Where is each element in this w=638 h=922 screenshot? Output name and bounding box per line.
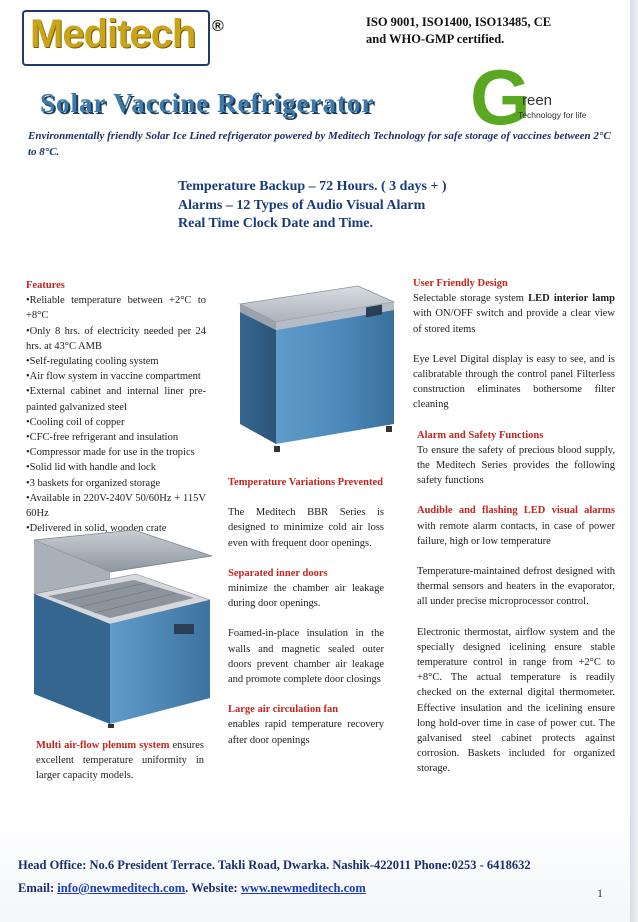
head-office-address: Head Office: No.6 President Terrace. Takli Road, Dwarka. Nashik-422011 Phone:0253 - 6418632 (18, 858, 531, 872)
foamed-insulation-text: Foamed-in-place insulation in the walls and magnetic sealed outer doors prevent chamber air leakage and promote complete door closings (228, 628, 384, 686)
freezer-open-image (24, 528, 214, 728)
email-label: Email: (18, 881, 58, 895)
feature-item: •Compressor made for use in the tropics (26, 447, 195, 459)
green-tagline: Technology for life (518, 110, 587, 120)
feature-item: •Available in 220V-240V 50/60Hz + 115V 60Hz (26, 492, 206, 520)
right-column (413, 276, 615, 777)
separated-doors-body: minimize the chamber air leakage during door openings. (228, 583, 384, 610)
intro-text: Environmentally friendly Solar Ice Lined refrigerator powered by Meditech Technology for safe storage of vaccines between 2°C to 8°C. (28, 130, 611, 158)
feature-item: •Self-regulating cooling system (26, 356, 159, 368)
separated-doors-heading: Separated inner doors (228, 567, 328, 579)
features-section (26, 278, 206, 536)
meditech-logo (22, 10, 224, 66)
registered-mark: ® (212, 18, 224, 35)
multi-airflow-text (36, 738, 204, 784)
feature-item: •Delivered in solid, wooden crate (26, 523, 167, 535)
led-lamp-text: LED interior lamp (528, 293, 615, 305)
green-g-letter: G (470, 53, 531, 141)
audible-alarms-heading: Audible and flashing LED visual alarms (417, 505, 615, 517)
highlight-backup: Temperature Backup – 72 Hours. ( 3 days + ) (178, 179, 447, 194)
user-friendly-text-post: with ON/OFF switch and provide a clear view of stored items (413, 308, 615, 335)
multi-airflow-body: ensures excellent temperature uniformity in larger capacity models. (36, 740, 204, 782)
cert-line-2: and WHO-GMP certified. (366, 32, 505, 46)
logo-text: Meditech (30, 12, 196, 56)
feature-item: •External cabinet and internal liner pre-painted galvanized steel (26, 386, 206, 413)
feature-item: •Air flow system in vaccine compartment (26, 371, 201, 383)
user-friendly-text-pre: Selectable storage system (413, 293, 529, 305)
website-label: . Website: (185, 881, 241, 895)
highlight-alarms: Alarms – 12 Types of Audio Visual Alarm (178, 197, 426, 213)
website-link[interactable]: www.newmeditech.com (240, 881, 366, 895)
eye-level-text: Eye Level Digital display is easy to see, and is calibratable through the control panel Filterless construction eliminates bothersome filter cleaning (413, 353, 615, 411)
feature-item: •Reliable temperature between +2°C to +8°C (26, 295, 206, 322)
highlight-clock: Real Time Clock Date and Time. (178, 216, 373, 231)
features-heading: Features (26, 280, 65, 291)
feature-item: •CFC-free refrigerant and insulation (26, 432, 179, 444)
audible-alarms-body: with remote alarm contacts, in case of power failure, high or low temperature (417, 520, 615, 547)
cert-line-1: ISO 9001, ISO1400, ISO13485, CE (366, 15, 552, 29)
freezer-closed-image (226, 274, 400, 454)
multi-airflow-heading: Multi air-flow plenum system (36, 740, 170, 751)
feature-item: •3 baskets for organized storage (26, 477, 161, 489)
thermostat-text: Electronic thermostat, airflow system and the specially designed icelining ensure stable temperature control in range from +2°C to +8°C. The actual temperature is readily checked on the external digital thermometer. Effective insulation and the icelining ensure long hold-over time in case of power cut. The galvanised steel cabinet protects against corrosion. Baskets included for organized storage. (417, 626, 615, 775)
user-friendly-heading: User Friendly Design (413, 278, 508, 289)
feature-item: •Cooling coil of copper (26, 416, 125, 428)
feature-item: •Only 8 hrs. of electricity needed per 24 hrs. at 43°C AMB (26, 325, 206, 352)
highlights (178, 178, 447, 234)
temperature-variations-body: The Meditech BBR Series is designed to minimize cold air loss even with frequent door openings. (228, 507, 384, 549)
page-number: 1 (597, 886, 603, 900)
green-reen-text: reen (522, 92, 553, 109)
temperature-variations-heading: Temperature Variations Prevented (228, 477, 383, 488)
page-title: Solar Vaccine Refrigerator (40, 88, 375, 118)
email-link[interactable]: info@newmeditech.com (57, 881, 186, 895)
certifications (366, 14, 606, 48)
alarm-safety-body: To ensure the safety of precious blood supply, the Meditech Series provides the following safety functions (417, 444, 615, 487)
defrost-text: Temperature-maintained defrost designed with thermal sensors and heaters in the evaporator, all under precise microprocessor control. (417, 566, 615, 608)
air-circulation-body: enables rapid temperature recovery after door openings (228, 719, 384, 746)
feature-item: •Solid lid with handle and lock (26, 462, 156, 474)
contact-line (18, 881, 366, 896)
middle-column (228, 475, 384, 763)
green-technology-logo (470, 53, 620, 141)
alarm-safety-heading: Alarm and Safety Functions (417, 429, 544, 441)
air-circulation-heading: Large air circulation fan (228, 704, 339, 716)
